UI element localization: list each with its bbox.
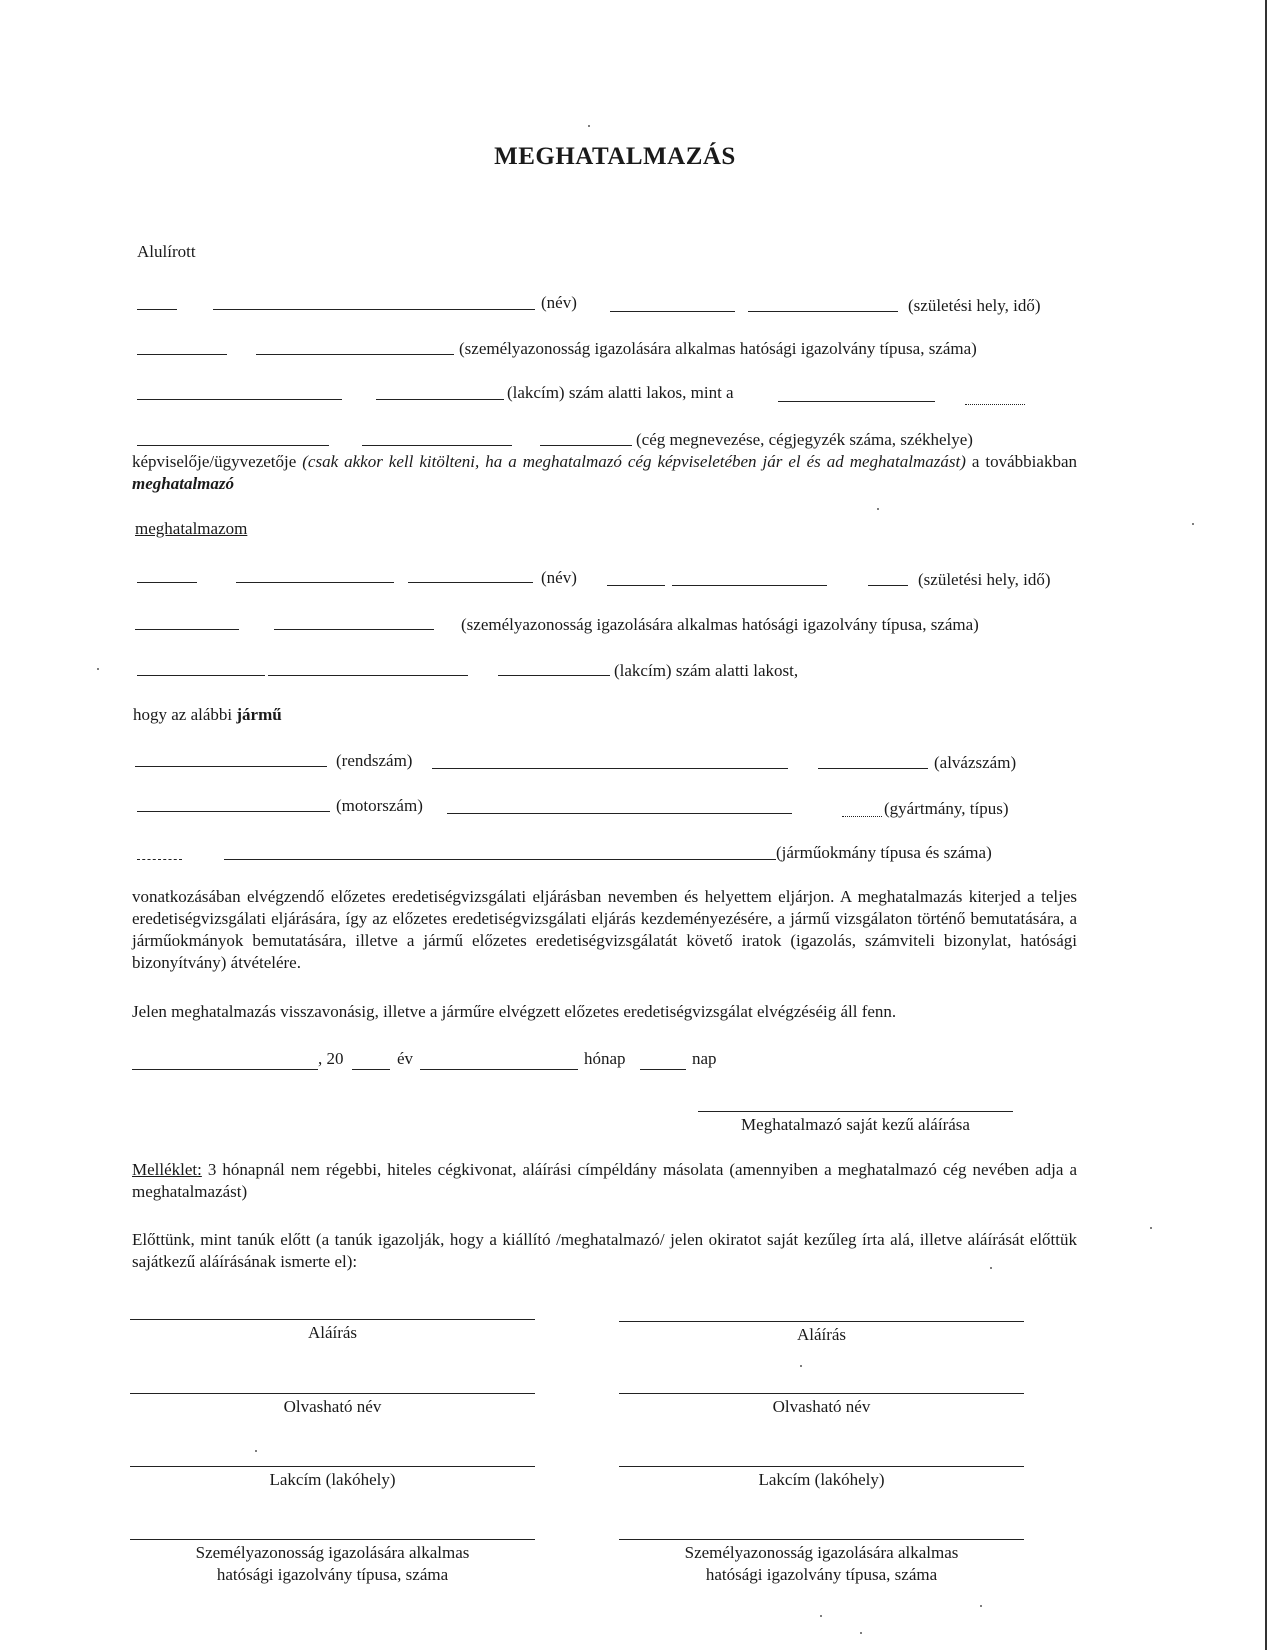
vehicle-intro <box>133 705 282 725</box>
make-line[interactable] <box>842 816 882 817</box>
date-month-label: hónap <box>584 1049 626 1068</box>
date-day-label: nap <box>692 1049 717 1068</box>
agent-address-line[interactable] <box>137 675 265 676</box>
agent-address-label: (lakcím) szám alatti lakost, <box>614 661 799 680</box>
vehicle-doc-line[interactable] <box>224 859 776 860</box>
agent-id-line[interactable] <box>135 629 239 630</box>
plate-chassis-line[interactable] <box>432 768 788 769</box>
principal-name-label: (név) <box>541 293 577 312</box>
principal-birth-line[interactable] <box>610 311 735 312</box>
scan-speck <box>255 1450 257 1452</box>
witness-intro: Előttünk, mint tanúk előtt (a tanúk igazolják, hogy a kiállító /meghatalmazó/ jelen okiratot saját kezűleg írta alá, illetve aláírását előttük sajátkezű aláírásának ismerte el): <box>132 1230 1077 1271</box>
agent-birth-line[interactable] <box>868 585 908 586</box>
principal-signature-line[interactable] <box>698 1111 1013 1112</box>
date-day-line[interactable] <box>640 1069 686 1070</box>
agent-id-line[interactable] <box>274 629 434 630</box>
witness-2-address-caption: Lakcím (lakóhely) <box>758 1470 885 1489</box>
attachment-note <box>132 1159 1077 1203</box>
scan-speck <box>1150 1227 1152 1229</box>
representative-text <box>132 451 1077 495</box>
date-year-line[interactable] <box>352 1069 390 1070</box>
scan-speck <box>877 508 879 510</box>
principal-birth-label: (születési hely, idő) <box>908 296 1041 315</box>
principal-address-line[interactable] <box>137 399 342 400</box>
representative-text-2: a továbbiakban <box>965 452 1077 471</box>
principal-name-line[interactable] <box>213 309 535 310</box>
agent-birth-label: (születési hely, idő) <box>918 570 1051 589</box>
witness-1-name-caption: Olvasható név <box>283 1397 382 1416</box>
company-line[interactable] <box>965 404 1025 405</box>
scan-speck <box>1192 523 1194 525</box>
scan-speck <box>800 1365 802 1367</box>
agent-name-line[interactable] <box>236 582 394 583</box>
scan-speck <box>588 125 590 127</box>
principal-address-line[interactable] <box>376 399 504 400</box>
agent-address-line[interactable] <box>498 675 610 676</box>
body-paragraph: vonatkozásában elvégzendő előzetes eredetiségvizsgálati eljárásban nevemben és helyettem eljárjon. A meghatalmazás kiterjed a teljes eredetiségvizsgálati eljárására, így az előzetes eredetiségvizsgálati eljárás kezdeményezésére, a jármű vizsgálaton történő bemutatására, a járműokmányok bemutatására, illetve a jármű előzetes eredetiségvizsgálatát követő iratok (igazolás, számviteli bizonylat, hatósági bizonyítvány) átvételére. <box>132 887 1077 972</box>
agent-name-line[interactable] <box>408 582 533 583</box>
vehicle-intro-text: hogy az alábbi <box>133 705 237 724</box>
witness-2-signature-caption: Aláírás <box>796 1325 847 1344</box>
principal-address-label: (lakcím) szám alatti lakos, mint a <box>507 383 734 402</box>
witness-2-name-line[interactable] <box>619 1393 1024 1394</box>
representative-note: (csak akkor kell kitölteni, ha a meghatalmazó cég képviseletében jár el és ad meghatalmazást) <box>302 452 966 471</box>
scan-speck <box>820 1615 822 1617</box>
scan-border <box>1265 0 1267 1650</box>
principal-birth-line[interactable] <box>748 311 898 312</box>
witness-1-id-caption-2: hatósági igazolvány típusa, száma <box>216 1565 449 1584</box>
plate-label: (rendszám) <box>336 751 413 770</box>
company-name-line[interactable] <box>362 445 512 446</box>
chassis-label: (alvázszám) <box>934 753 1017 772</box>
vehicle-term: jármű <box>236 705 282 724</box>
witness-2-name-caption: Olvasható név <box>772 1397 871 1416</box>
engine-line[interactable] <box>137 811 330 812</box>
agent-birth-line[interactable] <box>672 585 827 586</box>
date-year-label: év <box>397 1049 414 1068</box>
principal-id-line[interactable] <box>256 354 454 355</box>
engine-label: (motorszám) <box>336 796 423 815</box>
make-label: (gyártmány, típus) <box>884 799 1009 818</box>
engine-make-line[interactable] <box>447 813 792 814</box>
agent-address-line[interactable] <box>268 675 468 676</box>
authorize-label: meghatalmazom <box>135 519 248 538</box>
company-line[interactable] <box>778 401 935 402</box>
date-year-prefix: , 20 <box>318 1049 344 1068</box>
principal-term: meghatalmazó <box>132 474 235 493</box>
witness-1-id-caption-1: Személyazonosság igazolására alkalmas <box>195 1543 470 1562</box>
agent-id-label: (személyazonosság igazolására alkalmas hatósági igazolvány típusa, száma) <box>461 615 979 634</box>
witness-1-id-line[interactable] <box>130 1539 535 1540</box>
principal-name-line[interactable] <box>137 309 177 310</box>
vehicle-doc-label: (járműokmány típusa és száma) <box>776 843 992 862</box>
chassis-line[interactable] <box>818 768 928 769</box>
agent-birth-line[interactable] <box>607 585 665 586</box>
representative-text-1: képviselője/ügyvezetője <box>132 452 303 471</box>
principal-id-line[interactable] <box>137 354 227 355</box>
document-title: MEGHATALMAZÁS <box>494 143 736 170</box>
scan-speck <box>860 1632 862 1634</box>
principal-id-label: (személyazonosság igazolására alkalmas hatósági igazolvány típusa, száma) <box>459 339 977 358</box>
vehicle-doc-line[interactable] <box>137 859 182 860</box>
date-place-line[interactable] <box>132 1069 318 1070</box>
validity-paragraph: Jelen meghatalmazás visszavonásig, illetve a járműre elvégzett előzetes eredetiségvizsgálat elvégzéséig áll fenn. <box>132 1002 897 1021</box>
agent-name-label: (név) <box>541 568 577 587</box>
witness-2-address-line[interactable] <box>619 1466 1024 1467</box>
company-name-line[interactable] <box>137 445 329 446</box>
witness-1-signature-line[interactable] <box>130 1319 535 1320</box>
witness-1-address-caption: Lakcím (lakóhely) <box>269 1470 396 1489</box>
scan-speck <box>980 1605 982 1607</box>
attachment-text: 3 hónapnál nem régebbi, hiteles cégkivonat, aláírási címpéldány másolata (amennyiben a meghatalmazó cég nevében adja a meghatalmazást) <box>132 1160 1077 1201</box>
scan-speck <box>990 1267 992 1269</box>
witness-2-id-caption-2: hatósági igazolvány típusa, száma <box>705 1565 938 1584</box>
plate-line[interactable] <box>135 766 327 767</box>
principal-signature-caption: Meghatalmazó saját kezű aláírása <box>741 1115 970 1134</box>
date-month-line[interactable] <box>420 1069 578 1070</box>
witness-2-id-caption-1: Személyazonosság igazolására alkalmas <box>684 1543 959 1562</box>
witness-2-signature-line[interactable] <box>619 1321 1024 1322</box>
company-name-line[interactable] <box>540 445 632 446</box>
attachment-label: Melléklet: <box>132 1160 202 1179</box>
witness-1-address-line[interactable] <box>130 1466 535 1467</box>
witness-1-name-line[interactable] <box>130 1393 535 1394</box>
intro-text: Alulírott <box>137 242 196 261</box>
scan-speck <box>97 668 99 670</box>
witness-1-signature-caption: Aláírás <box>307 1323 358 1342</box>
witness-2-id-line[interactable] <box>619 1539 1024 1540</box>
company-label: (cég megnevezése, cégjegyzék száma, székhelye) <box>636 430 973 449</box>
agent-name-line[interactable] <box>137 582 197 583</box>
